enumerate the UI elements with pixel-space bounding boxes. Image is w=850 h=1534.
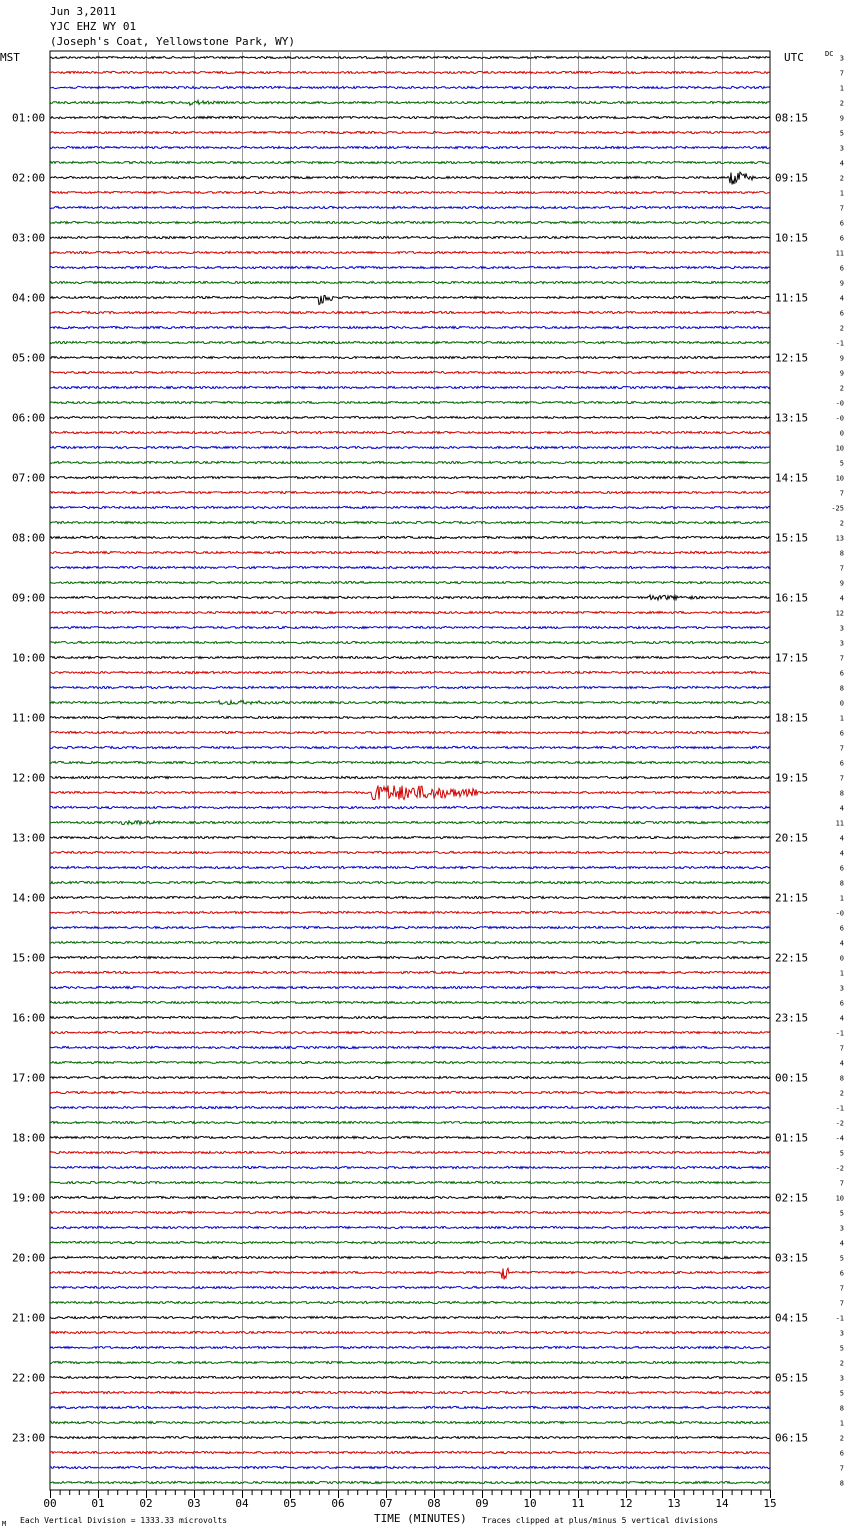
x-tick-label: 01	[91, 1497, 105, 1510]
seismic-trace	[50, 251, 770, 253]
mst-hour-label: 08:00	[12, 531, 46, 545]
dc-offset-label: 2	[839, 1434, 844, 1443]
dc-offset-label: 2	[839, 174, 844, 183]
utc-hour-label: 15:15	[775, 531, 809, 545]
x-tick-label: 00	[43, 1497, 57, 1510]
seismic-trace	[50, 1061, 770, 1063]
utc-hour-label: 11:15	[775, 291, 809, 305]
dc-offset-label: 0	[839, 699, 844, 708]
seismic-trace	[50, 295, 770, 304]
dc-offset-label: 2	[839, 99, 844, 108]
seismic-trace	[50, 746, 770, 748]
seismic-trace	[50, 416, 770, 418]
utc-hour-label: 19:15	[775, 771, 809, 785]
dc-offset-label: -1	[835, 1029, 844, 1038]
seismic-trace	[50, 1001, 770, 1003]
dc-offset-label: 4	[839, 1059, 844, 1068]
dc-offset-label: 7	[839, 489, 844, 498]
dc-offset-label: -2	[835, 1164, 844, 1173]
dc-offset-label: 6	[839, 234, 844, 243]
utc-hour-label: 20:15	[775, 831, 809, 845]
seismic-trace	[50, 1316, 770, 1318]
x-axis-title: TIME (MINUTES)	[374, 1512, 467, 1525]
mst-hour-label: 10:00	[12, 651, 46, 665]
seismic-trace	[50, 116, 770, 118]
dc-offset-label: 6	[839, 669, 844, 678]
dc-offset-label: 6	[839, 1269, 844, 1278]
utc-hour-label: 12:15	[775, 351, 809, 365]
utc-hour-label: 03:15	[775, 1251, 809, 1265]
dc-offset-label: 3	[839, 54, 844, 63]
dc-offset-label: -2	[835, 1119, 844, 1128]
dc-offset-label: 10	[835, 1194, 844, 1203]
mst-hour-label: 11:00	[12, 711, 46, 725]
seismic-trace	[50, 191, 770, 193]
seismic-trace	[50, 1421, 770, 1423]
seismic-trace	[50, 1376, 770, 1378]
dc-offset-label: 5	[839, 1149, 844, 1158]
mst-hour-label: 20:00	[12, 1251, 46, 1265]
seismic-trace	[50, 281, 770, 283]
seismic-trace	[50, 551, 770, 553]
dc-offset-label: 1	[839, 969, 844, 978]
dc-offset-label: 11	[835, 249, 844, 258]
x-tick-label: 09	[475, 1497, 489, 1510]
dc-offset-label: -0	[835, 909, 844, 918]
seismic-trace	[50, 356, 770, 358]
seismic-trace	[50, 611, 770, 613]
dc-offset-label: 3	[839, 1374, 844, 1383]
dc-offset-label: 6	[839, 1449, 844, 1458]
x-tick-label: 04	[235, 1497, 249, 1510]
seismic-trace	[50, 1301, 770, 1303]
dc-offset-label: 5	[839, 129, 844, 138]
seismic-trace	[50, 1466, 770, 1468]
dc-offset-label: 2	[839, 519, 844, 528]
dc-offset-label: 6	[839, 219, 844, 228]
seismic-trace	[50, 626, 770, 628]
seismic-trace	[50, 1286, 770, 1288]
mst-hour-label: 21:00	[12, 1311, 46, 1325]
x-tick-label: 02	[139, 1497, 153, 1510]
x-tick-label: 11	[571, 1497, 585, 1510]
mst-hour-label: 01:00	[12, 111, 46, 125]
dc-offset-label: 10	[835, 444, 844, 453]
corner-mark: M	[2, 1520, 7, 1528]
seismic-trace	[50, 776, 770, 778]
seismic-trace	[50, 386, 770, 388]
seismic-trace	[50, 446, 770, 448]
dc-offset-label: 8	[839, 549, 844, 558]
dc-offset-label: 5	[839, 1389, 844, 1398]
vertical-division-note: Each Vertical Division = 1333.33 microvolts	[20, 1516, 228, 1525]
seismic-trace	[50, 100, 770, 105]
x-tick-label: 12	[619, 1497, 633, 1510]
utc-hour-label: 16:15	[775, 591, 809, 605]
seismic-trace	[50, 656, 770, 658]
seismic-trace	[50, 1391, 770, 1393]
dc-offset-label: 1	[839, 714, 844, 723]
seismic-trace	[50, 806, 770, 808]
utc-hour-label: 13:15	[775, 411, 809, 425]
dc-offset-label: 8	[839, 1479, 844, 1488]
seismic-trace	[50, 1181, 770, 1183]
station-location: (Joseph's Coat, Yellowstone Park, WY)	[50, 35, 296, 48]
utc-hour-label: 02:15	[775, 1191, 809, 1205]
seismic-trace	[50, 1196, 770, 1198]
seismic-trace	[50, 1121, 770, 1123]
seismic-trace	[50, 761, 770, 763]
dc-offset-label: 8	[839, 879, 844, 888]
x-tick-label: 08	[427, 1497, 441, 1510]
seismic-trace	[50, 371, 770, 373]
seismic-trace	[50, 71, 770, 73]
seismic-trace	[50, 491, 770, 493]
utc-hour-label: 06:15	[775, 1431, 809, 1445]
dc-offset-label: 7	[839, 69, 844, 78]
dc-offset-label: 8	[839, 1404, 844, 1413]
dc-offset-label: 3	[839, 1224, 844, 1233]
seismic-trace	[50, 716, 770, 718]
seismic-trace	[50, 146, 770, 148]
dc-offset-label: 1	[839, 84, 844, 93]
seismic-trace	[50, 172, 770, 184]
seismic-trace	[50, 581, 770, 583]
mst-hour-label: 09:00	[12, 591, 46, 605]
x-tick-label: 13	[667, 1497, 681, 1510]
seismic-trace	[50, 986, 770, 988]
seismic-trace	[50, 595, 770, 600]
seismic-trace	[50, 1436, 770, 1438]
seismic-trace	[50, 1481, 770, 1483]
dc-offset-label: 7	[839, 1464, 844, 1473]
seismic-trace	[50, 1076, 770, 1078]
seismic-trace	[50, 956, 770, 958]
dc-offset-label: 12	[835, 609, 844, 618]
utc-hour-label: 05:15	[775, 1371, 809, 1385]
seismic-trace	[50, 476, 770, 478]
dc-offset-label: 9	[839, 279, 844, 288]
mst-hour-label: 22:00	[12, 1371, 46, 1385]
dc-offset-label: 7	[839, 564, 844, 573]
dc-offset-label: 7	[839, 1044, 844, 1053]
seismic-trace	[50, 731, 770, 733]
dc-offset-label: 9	[839, 369, 844, 378]
dc-offset-label: 2	[839, 1089, 844, 1098]
seismic-trace	[50, 941, 770, 943]
dc-offset-label: 9	[839, 579, 844, 588]
seismic-trace	[50, 1268, 770, 1279]
x-tick-label: 03	[187, 1497, 201, 1510]
dc-offset-label: 5	[839, 1209, 844, 1218]
dc-offset-label: 0	[839, 954, 844, 963]
mst-hour-label: 19:00	[12, 1191, 46, 1205]
dc-offset-label: -1	[835, 1314, 844, 1323]
seismic-trace	[50, 700, 770, 704]
utc-hour-label: 00:15	[775, 1071, 809, 1085]
dc-offset-label: 3	[839, 984, 844, 993]
dc-offset-label: -1	[835, 1104, 844, 1113]
dc-column-label: DC	[825, 50, 834, 58]
dc-offset-label: 5	[839, 1344, 844, 1353]
dc-offset-label: 8	[839, 789, 844, 798]
mst-hour-label: 17:00	[12, 1071, 46, 1085]
dc-offset-label: 7	[839, 744, 844, 753]
seismic-trace	[50, 566, 770, 568]
utc-hour-label: 14:15	[775, 471, 809, 485]
dc-offset-label: -0	[835, 414, 844, 423]
utc-hour-label: 09:15	[775, 171, 809, 185]
mst-hour-label: 23:00	[12, 1431, 46, 1445]
seismic-trace	[50, 221, 770, 223]
seismic-trace	[50, 236, 770, 238]
utc-hour-label: 22:15	[775, 951, 809, 965]
seismic-trace	[50, 461, 770, 463]
seismic-trace	[50, 1031, 770, 1033]
seismic-trace	[50, 341, 770, 343]
seismic-trace	[50, 1256, 770, 1258]
clipping-note: Traces clipped at plus/minus 5 vertical divisions	[482, 1516, 719, 1525]
dc-offset-label: 3	[839, 1329, 844, 1338]
dc-offset-label: 7	[839, 774, 844, 783]
mst-hour-label: 14:00	[12, 891, 46, 905]
dc-offset-label: 7	[839, 1299, 844, 1308]
mst-hour-label: 07:00	[12, 471, 46, 485]
seismic-trace	[50, 311, 770, 313]
dc-offset-label: 7	[839, 204, 844, 213]
dc-offset-label: 4	[839, 834, 844, 843]
dc-offset-label: 0	[839, 429, 844, 438]
utc-hour-label: 21:15	[775, 891, 809, 905]
mst-hour-label: 02:00	[12, 171, 46, 185]
dc-offset-label: 4	[839, 1014, 844, 1023]
dc-offset-label: 1	[839, 189, 844, 198]
dc-offset-label: -25	[831, 504, 844, 513]
x-tick-label: 06	[331, 1497, 345, 1510]
x-tick-label: 10	[523, 1497, 537, 1510]
seismic-trace	[50, 401, 770, 403]
mst-hour-label: 16:00	[12, 1011, 46, 1025]
dc-offset-label: 6	[839, 759, 844, 768]
mst-hour-label: 18:00	[12, 1131, 46, 1145]
utc-hour-label: 18:15	[775, 711, 809, 725]
seismic-trace	[50, 1241, 770, 1243]
seismic-trace	[50, 911, 770, 913]
dc-offset-label: 8	[839, 1074, 844, 1083]
seismic-trace	[50, 431, 770, 433]
seismic-trace	[50, 1346, 770, 1348]
dc-offset-label: 6	[839, 864, 844, 873]
seismic-trace	[50, 506, 770, 508]
seismic-trace	[50, 1451, 770, 1453]
utc-hour-label: 10:15	[775, 231, 809, 245]
x-tick-label: 07	[379, 1497, 393, 1510]
dc-offset-label: 10	[835, 474, 844, 483]
mst-hour-label: 04:00	[12, 291, 46, 305]
seismic-trace	[50, 1136, 770, 1138]
seismic-trace	[50, 161, 770, 163]
x-tick-label: 15	[763, 1497, 777, 1510]
seismic-trace	[50, 56, 770, 58]
mst-hour-label: 12:00	[12, 771, 46, 785]
seismic-trace	[50, 926, 770, 928]
mst-hour-label: 05:00	[12, 351, 46, 365]
dc-offset-label: 7	[839, 1284, 844, 1293]
dc-offset-label: 4	[839, 594, 844, 603]
seismic-trace	[50, 866, 770, 868]
dc-offset-label: 1	[839, 1419, 844, 1428]
dc-offset-label: 13	[835, 534, 844, 543]
dc-offset-label: 4	[839, 1239, 844, 1248]
seismic-trace	[50, 821, 770, 825]
dc-offset-label: 7	[839, 1179, 844, 1188]
seismic-trace	[50, 536, 770, 538]
utc-hour-label: 08:15	[775, 111, 809, 125]
utc-hour-label: 17:15	[775, 651, 809, 665]
seismic-trace	[50, 1106, 770, 1108]
dc-offset-label: 6	[839, 729, 844, 738]
dc-offset-label: 6	[839, 264, 844, 273]
mst-hour-label: 03:00	[12, 231, 46, 245]
dc-offset-label: 11	[835, 819, 844, 828]
mst-hour-label: 15:00	[12, 951, 46, 965]
dc-offset-label: 7	[839, 654, 844, 663]
dc-offset-label: 4	[839, 159, 844, 168]
seismic-trace	[50, 1406, 770, 1408]
dc-offset-label: 8	[839, 684, 844, 693]
station-code: YJC EHZ WY 01	[50, 20, 137, 33]
seismic-trace	[50, 1211, 770, 1213]
seismic-trace	[50, 326, 770, 328]
mst-hour-label: 13:00	[12, 831, 46, 845]
dc-offset-label: 9	[839, 114, 844, 123]
seismic-trace	[50, 206, 770, 208]
utc-hour-label: 04:15	[775, 1311, 809, 1325]
dc-offset-label: 4	[839, 804, 844, 813]
dc-offset-label: -4	[835, 1134, 844, 1143]
dc-offset-label: 5	[839, 459, 844, 468]
x-tick-label: 05	[283, 1497, 297, 1510]
utc-axis-label: UTC	[784, 51, 804, 64]
dc-offset-label: -0	[835, 399, 844, 408]
seismic-trace	[50, 851, 770, 853]
seismic-trace	[50, 1016, 770, 1018]
seismic-trace	[50, 1091, 770, 1093]
utc-hour-label: 01:15	[775, 1131, 809, 1145]
dc-offset-label: 6	[839, 309, 844, 318]
seismic-trace	[50, 896, 770, 898]
x-tick-label: 14	[715, 1497, 729, 1510]
seismic-trace	[50, 1166, 770, 1168]
dc-offset-label: 6	[839, 999, 844, 1008]
seismic-trace	[50, 86, 770, 88]
seismic-trace	[50, 1046, 770, 1048]
dc-offset-label: 3	[839, 144, 844, 153]
seismic-trace	[50, 1361, 770, 1363]
mst-axis-label: MST	[0, 51, 20, 64]
dc-offset-label: 4	[839, 294, 844, 303]
seismic-trace	[50, 131, 770, 133]
dc-offset-label: 9	[839, 354, 844, 363]
seismic-trace	[50, 266, 770, 268]
dc-offset-label: 2	[839, 324, 844, 333]
dc-offset-label: 6	[839, 924, 844, 933]
seismic-trace	[50, 971, 770, 973]
dc-offset-label: 2	[839, 384, 844, 393]
seismic-trace	[50, 836, 770, 838]
dc-offset-label: 1	[839, 894, 844, 903]
mst-hour-label: 06:00	[12, 411, 46, 425]
seismic-trace	[50, 686, 770, 688]
seismic-trace	[50, 881, 770, 883]
seismic-trace	[50, 641, 770, 643]
dc-offset-label: -1	[835, 339, 844, 348]
dc-offset-label: 3	[839, 639, 844, 648]
dc-offset-label: 2	[839, 1359, 844, 1368]
record-date: Jun 3,2011	[50, 5, 117, 18]
seismic-trace	[50, 671, 770, 673]
dc-offset-label: 4	[839, 849, 844, 858]
seismic-trace	[50, 786, 770, 800]
dc-offset-label: 5	[839, 1254, 844, 1263]
seismic-trace	[50, 521, 770, 523]
seismic-trace	[50, 1226, 770, 1228]
seismic-trace	[50, 1331, 770, 1333]
dc-offset-label: 3	[839, 624, 844, 633]
seismic-trace	[50, 1151, 770, 1153]
utc-hour-label: 23:15	[775, 1011, 809, 1025]
dc-offset-label: 4	[839, 939, 844, 948]
